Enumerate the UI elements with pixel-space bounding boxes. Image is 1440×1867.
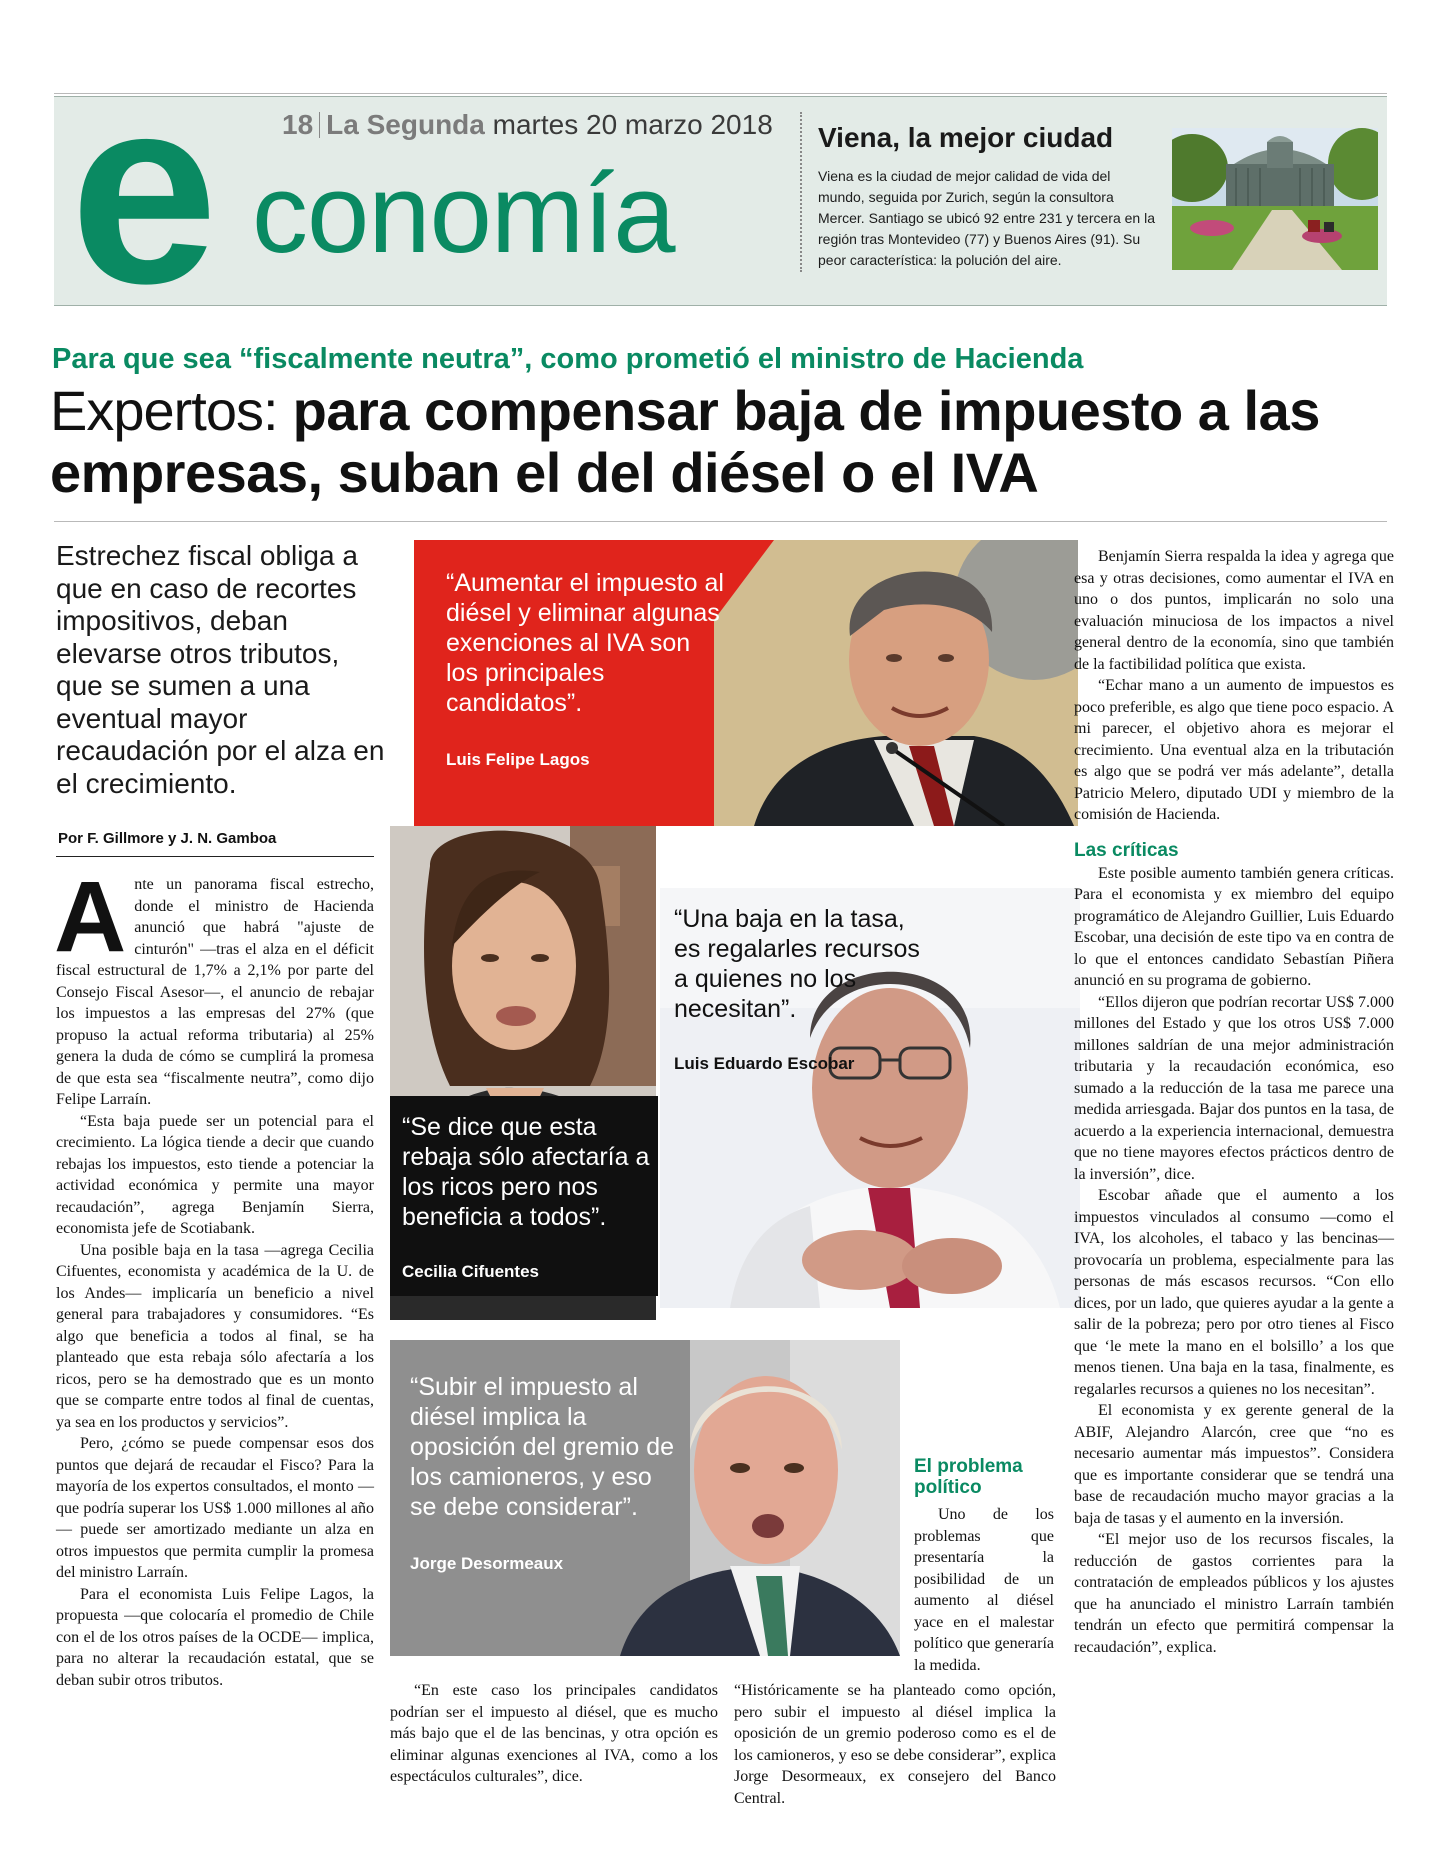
top-rule (54, 93, 1387, 94)
issue-date: martes 20 marzo 2018 (492, 109, 773, 140)
drop-cap: A (54, 861, 127, 973)
headline-kicker: Para que sea “fiscalmente neutra”, como prometió el ministro de Hacienda (52, 343, 1084, 375)
headline (50, 380, 1390, 504)
paragraph: El economista y ex gerente general de la ABIF, Alejandro Alarcón, cree que “no es necesario aumentar más impuestos”. Considera que es importante considerar que se tendrá una base de recaudación mucho mayor gracias a la baja de tasas y el aumento en la inversión. (1074, 1402, 1394, 1527)
quote-name-escobar: Luis Eduardo Escobar (674, 1054, 855, 1073)
quote-text-desormeaux: “Subir el impuesto al diésel implica la oposición del gremio de los camioneros, y eso se debe considerar”. (410, 1373, 675, 1521)
page-number: 18 (282, 109, 314, 140)
column-2 (390, 1680, 718, 1788)
quote-text-escobar: “Una baja en la tasa, es regalarles recursos a quienes no los necesitan”. (674, 905, 920, 1023)
subhead-las-criticas: Las críticas (1074, 839, 1179, 861)
column-4 (1074, 546, 1394, 1658)
column-1 (54, 861, 374, 1691)
column-3-short (914, 1504, 1054, 1676)
subhead-problema-politico: El problema político (914, 1456, 1023, 1498)
byline-rule (56, 856, 374, 857)
paragraph: Una posible baja en la tasa —agrega Cecilia Cifuentes, economista y académica de la U. de los Andes— implicaría un beneficio a nivel general para trabajadores y consumidores. “Es algo que beneficia a todos al final, se ha planteado que esta rebaja sólo afectaría a los ricos, pero se ha demostrado que es un monto que se comparte entre todos al final de cuentas, ya sea en los productos y servicios”. (56, 1241, 374, 1431)
paragraph: Uno de los problemas que presentaría la posibilidad de un aumento al diésel yace en el malestar político que generaría la medida. (914, 1506, 1054, 1674)
paragraph: Este posible aumento también genera críticas. Para el economista y ex miembro del equipo programático de Alejandro Guillier, Luis Eduardo Escobar, una decisión de este tipo va en contra de lo que el entonces candidato Sebastían Piñera anunció en su programa de gobierno. (1074, 864, 1394, 989)
paragraph: “Esta baja puede ser un potencial para el crecimiento. La lógica tiende a decir que cuando rebajas los impuestos, esto tiende a potenciar la actividad económica y permite una mayor recaudación”, agrega Benjamín Sierra, economista jefe de Scotiabank. (56, 1112, 374, 1237)
byline: Por F. Gillmore y J. N. Gamboa (58, 830, 277, 847)
header-dotted-separator (800, 112, 802, 272)
section-logo-text: conomía (252, 151, 675, 276)
quote-name-lagos: Luis Felipe Lagos (446, 750, 590, 769)
paragraph: Para el economista Luis Felipe Lagos, la propuesta —que colocaría el promedio de Chile con el de los otros países de la OCDE— implica, para no alterar la recaudación estatal, que se deban subir otros tributos. (56, 1585, 374, 1689)
deck: Estrechez fiscal obliga a que en caso de recortes impositivos, deban elevarse otros tributos, que se sumen a una eventual mayor recaudación por el alza en el crecimiento. (56, 540, 385, 799)
quote-name-desormeaux: Jorge Desormeaux (410, 1554, 564, 1573)
paragraph: “Ellos dijeron que podrían recortar US$ 7.000 millones del Estado y que los otros US$ 7.000 millones saldrían de una mejor administración tributaria y la recaudación económica, eso sumado a la reducción de la tasa me parece una medida arriesgada. Bajar dos puntos en la tasa, de acuerdo a la experiencia internacional, demuestra que no tiene mayores efectos prácticos dentro de la inversión”, dice. (1074, 993, 1394, 1183)
paragraph: Pero, ¿cómo se puede compensar esos dos puntos que dejará de recaudar el Fisco? Para la mayoría de los expertos consultados, el monto —que podría superar los US$ 1.000 millones al año— puede ser amortizado mediante un alza en otros impuestos que permita cumplir la promesa del ministro Larraín. (56, 1435, 374, 1581)
vienna-palace-photo (1172, 128, 1378, 270)
headline-main: para compensar baja de impuesto a las empresas, suban el del diésel o el IVA (50, 379, 1320, 504)
dateline (282, 109, 773, 141)
column-3 (734, 1680, 1056, 1809)
sidebar-text: Viena es la ciudad de mejor calidad de vida del mundo, seguida por Zurich, según la consultora Mercer. Santiago se ubicó 92 entre 231 y tercera en la región tras Montevideo (77) y Buenos Aires (91). Su peor característica: la polución del aire. (818, 168, 1155, 268)
paper-name: La Segunda (326, 109, 485, 140)
paragraph: nte un panorama fiscal estrecho, donde el ministro de Hacienda anunció que habrá "ajuste de cinturón" —tras el alza en el déficit fiscal estructural de 1,7% a 2,1% por parte del Consejo Fiscal Asesor—, el anuncio de rebajar los impuestos a las empresas del 27% (que propuso la actual reforma tributaria) al 25% genera la duda de cómo se cumplirá la promesa de que esta sea “fiscalmente neutra”, como dijo Felipe Larraín. (56, 876, 374, 1108)
paragraph: “El mejor uso de los recursos fiscales, la reducción de gastos corrientes para la contratación de empleados públicos y los ajustes que ha anunciado el ministro Larraín también tendrán un efecto que permitirá compensar la recaudación”, explica. (1074, 1531, 1394, 1656)
quote-name-cifuentes: Cecilia Cifuentes (402, 1262, 539, 1281)
paragraph: Benjamín Sierra respalda la idea y agrega que esa y otras decisiones, como aumentar el IVA en uno o dos puntos, implicarán no solo una evaluación minuciosa de los impactos a nivel general dentro de la economía, sino que también de la factibilidad política que exista. (1074, 548, 1394, 673)
quote-text-lagos: “Aumentar el impuesto al diésel y eliminar algunas exenciones al IVA son los principales candidatos”. (446, 569, 724, 717)
section-logo-e: e (70, 42, 212, 339)
paragraph: Escobar añade que el aumento a los impuestos vinculados al consumo —como el IVA, los alcoholes, el tabaco y las bencinas— provocaría un problema, especialmente para las personas de más escasos recursos. “Con ello dices, por un lado, que quieres ayudar a la gente a salir de la pobreza; pero por otro tienes al Fisco que ‘le mete la mano en el bolsillo’ a los que menos tienen. Una baja en la tasa, finalmente, es regalarles recursos a quienes no los necesitan”. (1074, 1187, 1394, 1398)
headline-rule (54, 521, 1387, 522)
paragraph: “Echar mano a un aumento de impuestos es poco preferible, es algo que tiene poco espacio. A mi parecer, el objetivo ahora es mejorar el crecimiento. Una eventual alza en la tributación es algo que se podrá ver más adelante”, detalla Patricio Melero, diputado UDI y miembro de la comisión de Hacienda. (1074, 677, 1394, 823)
dateline-divider (319, 112, 320, 138)
headline-lead: Expertos: (50, 379, 278, 442)
paragraph: “En este caso los principales candidatos podrían ser el impuesto al diésel, que es mucho más bajo que el de las bencinas, y otra opción es eliminar algunas exenciones al IVA, como a los espectáculos culturales”, dice. (390, 1682, 718, 1785)
quote-text-cifuentes: “Se dice que esta rebaja sólo afectaría a los ricos pero nos beneficia a todos”. (402, 1113, 650, 1231)
paragraph: “Históricamente se ha planteado como opción, pero subir el impuesto al diésel implica la oposición de un gremio poderoso como es el de los camioneros, y eso se debe considerar”, explica Jorge Desormeaux, ex consejero del Banco Central. (734, 1682, 1056, 1807)
sidebar-title: Viena, la mejor ciudad (818, 122, 1114, 153)
